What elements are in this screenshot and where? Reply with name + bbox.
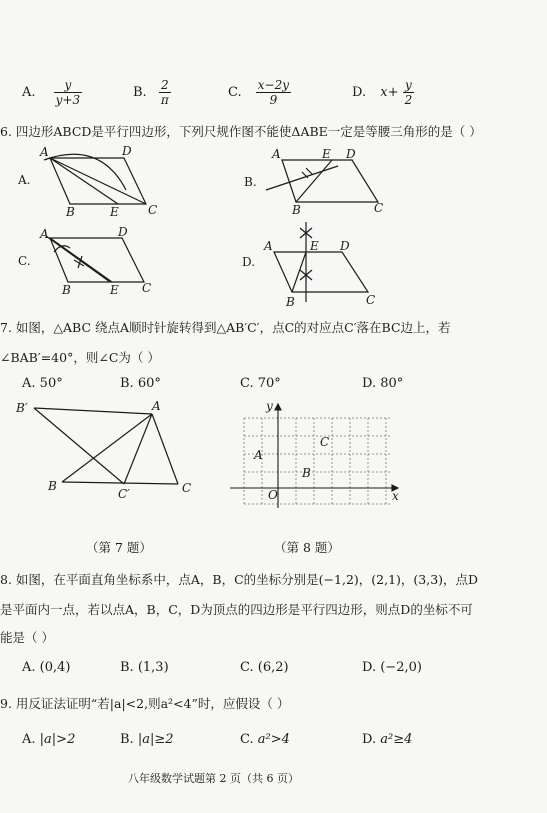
- q5-c-fraction: $\frac{x-2y}{9}$: [257, 78, 290, 107]
- q9-stem: 9. 用反证法证明“若|a|<2,则a²<4”时，应假设（ ）: [0, 696, 290, 711]
- q6-a-label-b: B: [66, 205, 75, 219]
- q5-option-c: C. $\frac{x-2y}{9}$: [228, 78, 290, 107]
- q6-d-label-a: A: [264, 239, 273, 253]
- q6-figure-a: [44, 154, 146, 204]
- q7-label-b: B: [48, 479, 57, 493]
- q5-d-fraction: $\frac{y}{2}$: [404, 78, 413, 107]
- q6-figures: [0, 140, 547, 310]
- q6-b-label-a: A: [272, 147, 281, 161]
- q6-d-label-e: E: [310, 239, 319, 253]
- q9-option-c: C. a²>4: [240, 732, 290, 747]
- q9-option-b: B. |a|≥2: [120, 732, 174, 747]
- q7-figure: [0, 396, 220, 506]
- q8-origin: O: [268, 488, 278, 502]
- q6-b-label-d: D: [346, 147, 356, 161]
- q8-point-c: C: [320, 435, 330, 449]
- q6-a-label-a: A: [40, 145, 49, 159]
- q5-b-fraction: $\frac{2}{\pi}$: [160, 78, 169, 107]
- q9-option-d: D. a²≥4: [362, 732, 413, 747]
- q6-c-label-d: D: [118, 225, 128, 239]
- q8-stem-line1: 8. 如图，在平面直角坐标系中，点A，B，C的坐标分别是(−1,2)，(2,1)，(3,3)，点D: [0, 572, 479, 587]
- q6-d-label-b: B: [286, 295, 295, 309]
- q8-stem-line3: 能是（ ）: [0, 630, 54, 645]
- q9-option-a: A. |a|>2: [22, 732, 76, 747]
- q8-axis-y: y: [266, 399, 273, 413]
- q5-option-a: A. $\frac{y}{y+3}$: [22, 78, 81, 107]
- q8-figure: [210, 396, 410, 511]
- q7-stem-line1: 7. 如图，△ABC 绕点A顺时针旋转得到△AB′C′，点C的对应点C′落在BC边上，若: [0, 320, 451, 335]
- q8-axis-x: x: [392, 489, 399, 503]
- q8-stem-line2: 是平面内一点，若以点A，B，C，D为顶点的四边形是平行四边形，则点D的坐标不可: [0, 602, 473, 617]
- q6-b-label-c: C: [374, 201, 384, 215]
- q8-option-d: D. (−2,0): [362, 660, 422, 675]
- q7-label-a: A: [152, 399, 161, 413]
- q7-option-d: D. 80°: [362, 376, 404, 391]
- q8-point-b: B: [302, 466, 311, 480]
- q8-option-c: C. (6,2): [240, 660, 289, 675]
- q6-a-label-e: E: [110, 205, 119, 219]
- page-footer: 八年级数学试题第 2 页（共 6 页）: [128, 772, 299, 785]
- q8-point-a: A: [254, 448, 263, 462]
- q6-stem: 6. 四边形ABCD是平行四边形，下列尺规作图不能使ΔABE一定是等腰三角形的是（ ）: [0, 124, 482, 139]
- q6-a-label-d: D: [122, 144, 132, 158]
- q6-option-c-letter: C.: [18, 254, 31, 268]
- q7-option-b: B. 60°: [120, 376, 161, 391]
- q6-c-label-c: C: [142, 281, 152, 295]
- q6-option-d-letter: D.: [242, 255, 256, 269]
- q7-label-bprime: B′: [16, 401, 28, 415]
- q7-option-a: A. 50°: [22, 376, 63, 391]
- q6-figure-b: [266, 160, 378, 202]
- q7-stem-line2: ∠BAB′=40°，则∠C为（ ）: [0, 350, 160, 365]
- q6-c-label-e: E: [110, 283, 119, 297]
- q7-label-cprime: C′: [118, 487, 130, 501]
- q5-option-b: B. $\frac{2}{\pi}$: [133, 78, 169, 107]
- q8-option-a: A. (0,4): [22, 660, 71, 675]
- q7-caption: （第 7 题）: [86, 540, 152, 555]
- q8-caption: （第 8 题）: [274, 540, 340, 555]
- q5-option-d: D. x+ $\frac{y}{2}$: [352, 78, 413, 107]
- q6-option-a-letter: A.: [18, 173, 31, 187]
- q7-option-c: C. 70°: [240, 376, 281, 391]
- q6-a-label-c: C: [148, 203, 158, 217]
- q6-option-b-letter: B.: [244, 175, 257, 189]
- q6-figure-d: [274, 222, 368, 302]
- q6-d-label-c: C: [366, 293, 376, 307]
- q6-b-label-e: E: [322, 147, 331, 161]
- q5-a-fraction: $\frac{y}{y+3}$: [55, 78, 81, 107]
- q8-option-b: B. (1,3): [120, 660, 169, 675]
- q7-label-c: C: [182, 481, 192, 495]
- q6-c-label-b: B: [62, 283, 71, 297]
- q6-b-label-b: B: [292, 203, 301, 217]
- q6-d-label-d: D: [340, 239, 350, 253]
- q6-figure-c: [46, 236, 144, 282]
- q6-c-label-a: A: [40, 227, 49, 241]
